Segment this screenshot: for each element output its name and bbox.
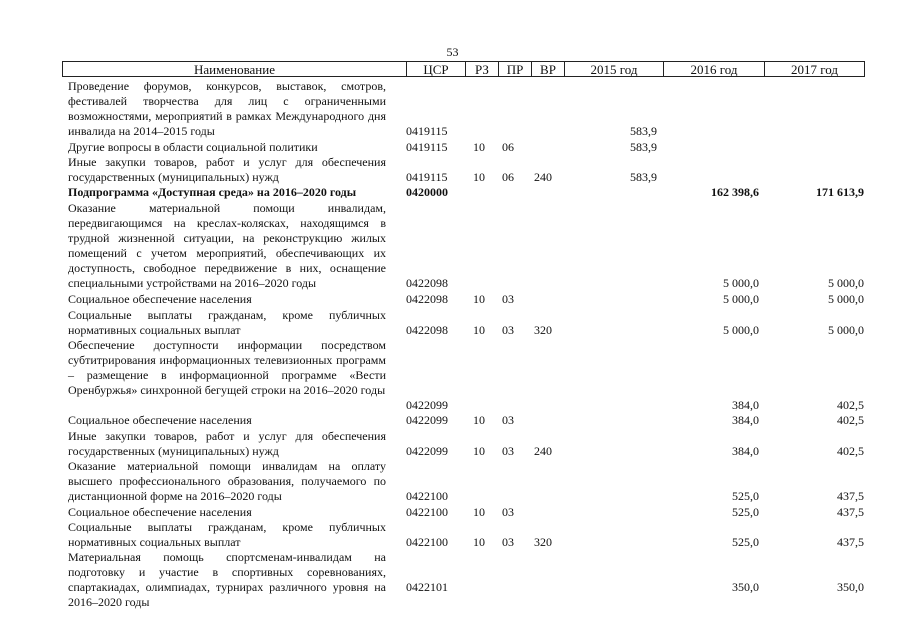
rz-code: 10 bbox=[473, 170, 485, 184]
amount-2016: 384,0 bbox=[732, 398, 759, 412]
row-description: Иные закупки товаров, работ и услуг для обеспечения государственных (муниципальных) нужд bbox=[68, 155, 386, 184]
col-2017-header: 2017 год bbox=[764, 62, 864, 77]
col-vr-header: ВР bbox=[531, 62, 564, 77]
rz-code: 10 bbox=[473, 292, 485, 306]
csr-code: 0422098 bbox=[406, 292, 448, 306]
csr-code: 0422098 bbox=[406, 323, 448, 337]
csr-code: 0422101 bbox=[406, 580, 448, 594]
amount-2016: 5 000,0 bbox=[723, 292, 759, 306]
row-description: Обеспечение доступности информации посредством субтитрирования информационных телевизионных программ – размещение в информационной программе «Вести Оренбуржья» синхронной бегущей строки на 2016–2020 годы bbox=[68, 338, 386, 397]
amount-2015: 583,9 bbox=[630, 124, 657, 138]
amount-2016: 350,0 bbox=[732, 580, 759, 594]
pr-code: 03 bbox=[502, 323, 514, 337]
amount-2017: 5 000,0 bbox=[828, 323, 864, 337]
amount-2016: 5 000,0 bbox=[723, 323, 759, 337]
csr-code: 0419115 bbox=[406, 170, 448, 184]
amount-2016: 5 000,0 bbox=[723, 276, 759, 290]
csr-code: 0422098 bbox=[406, 276, 448, 290]
rz-code: 10 bbox=[473, 323, 485, 337]
rz-code: 10 bbox=[473, 140, 485, 154]
amount-2017: 171 613,9 bbox=[816, 185, 864, 199]
amount-2017: 402,5 bbox=[837, 398, 864, 412]
row-description: Иные закупки товаров, работ и услуг для обеспечения государственных (муниципальных) нужд bbox=[68, 429, 386, 458]
row-description: Социальные выплаты гражданам, кроме публичных нормативных социальных выплат bbox=[68, 520, 386, 549]
row-description: Социальное обеспечение населения bbox=[68, 413, 252, 427]
col-rz-header: РЗ bbox=[465, 62, 498, 77]
csr-code: 0422099 bbox=[406, 413, 448, 427]
row-description: Оказание материальной помощи инвалидам на оплату высшего профессионального образования, получаемого по дистанционной форме на 2016–2020 годы bbox=[68, 459, 386, 503]
csr-code: 0422099 bbox=[406, 444, 448, 458]
amount-2017: 5 000,0 bbox=[828, 292, 864, 306]
csr-code: 0422100 bbox=[406, 505, 448, 519]
amount-2017: 437,5 bbox=[837, 489, 864, 503]
amount-2017: 437,5 bbox=[837, 505, 864, 519]
pr-code: 06 bbox=[502, 170, 514, 184]
rz-code: 10 bbox=[473, 505, 485, 519]
row-description: Социальное обеспечение населения bbox=[68, 292, 252, 306]
col-pr-header: ПР bbox=[498, 62, 531, 77]
row-description: Оказание материальной помощи инвалидам, передвигающимся на креслах-колясках, находящимся в трудной жизненной ситуации, на реконструкцию жилых помещений с учетом мероприятий, обеспечивающих их доступность, свободное передвижение в них, оснащение специальными устройствами на 2016–2020 годы bbox=[68, 201, 386, 290]
col-2015-header: 2015 год bbox=[564, 62, 663, 77]
amount-2017: 5 000,0 bbox=[828, 276, 864, 290]
csr-code: 0420000 bbox=[406, 185, 448, 199]
amount-2017: 402,5 bbox=[837, 444, 864, 458]
rz-code: 10 bbox=[473, 413, 485, 427]
pr-code: 03 bbox=[502, 292, 514, 306]
amount-2017: 437,5 bbox=[837, 535, 864, 549]
amount-2017: 402,5 bbox=[837, 413, 864, 427]
csr-code: 0422099 bbox=[406, 398, 448, 412]
row-description: Материальная помощь спортсменам-инвалидам на подготовку и участие в спортивных соревнованиях, спартакиадах, олимпиадах, турнирах различного уровня на 2016–2020 годы bbox=[68, 550, 386, 609]
amount-2017: 350,0 bbox=[837, 580, 864, 594]
col-csr-header: ЦСР bbox=[406, 62, 465, 77]
pr-code: 03 bbox=[502, 444, 514, 458]
row-description: Проведение форумов, конкурсов, выставок, смотров, фестивалей творчества для лиц с ограниченными возможностями, мероприятий в рамках Международного дня инвалида на 2014–2015 годы bbox=[68, 79, 386, 138]
vr-code: 320 bbox=[534, 535, 552, 549]
rz-code: 10 bbox=[473, 535, 485, 549]
vr-code: 240 bbox=[534, 170, 552, 184]
table-header bbox=[62, 61, 865, 77]
rz-code: 10 bbox=[473, 444, 485, 458]
row-description: Подпрограмма «Доступная среда» на 2016–2020 годы bbox=[68, 185, 357, 199]
amount-2016: 384,0 bbox=[732, 444, 759, 458]
col-name-header: Наименование bbox=[194, 62, 275, 77]
amount-2016: 525,0 bbox=[732, 535, 759, 549]
amount-2016: 525,0 bbox=[732, 489, 759, 503]
row-description: Другие вопросы в области социальной политики bbox=[68, 140, 318, 154]
pr-code: 03 bbox=[502, 413, 514, 427]
csr-code: 0419115 bbox=[406, 124, 448, 138]
vr-code: 320 bbox=[534, 323, 552, 337]
amount-2016: 525,0 bbox=[732, 505, 759, 519]
pr-code: 03 bbox=[502, 535, 514, 549]
col-2016-header: 2016 год bbox=[663, 62, 764, 77]
amount-2016: 162 398,6 bbox=[711, 185, 759, 199]
amount-2016: 384,0 bbox=[732, 413, 759, 427]
row-description: Социальное обеспечение населения bbox=[68, 505, 252, 519]
amount-2015: 583,9 bbox=[630, 170, 657, 184]
csr-code: 0422100 bbox=[406, 535, 448, 549]
row-description: Социальные выплаты гражданам, кроме публичных нормативных социальных выплат bbox=[68, 308, 386, 337]
vr-code: 240 bbox=[534, 444, 552, 458]
pr-code: 06 bbox=[502, 140, 514, 154]
pr-code: 03 bbox=[502, 505, 514, 519]
csr-code: 0422100 bbox=[406, 489, 448, 503]
csr-code: 0419115 bbox=[406, 140, 448, 154]
amount-2015: 583,9 bbox=[630, 140, 657, 154]
page-number: 53 bbox=[446, 45, 459, 59]
